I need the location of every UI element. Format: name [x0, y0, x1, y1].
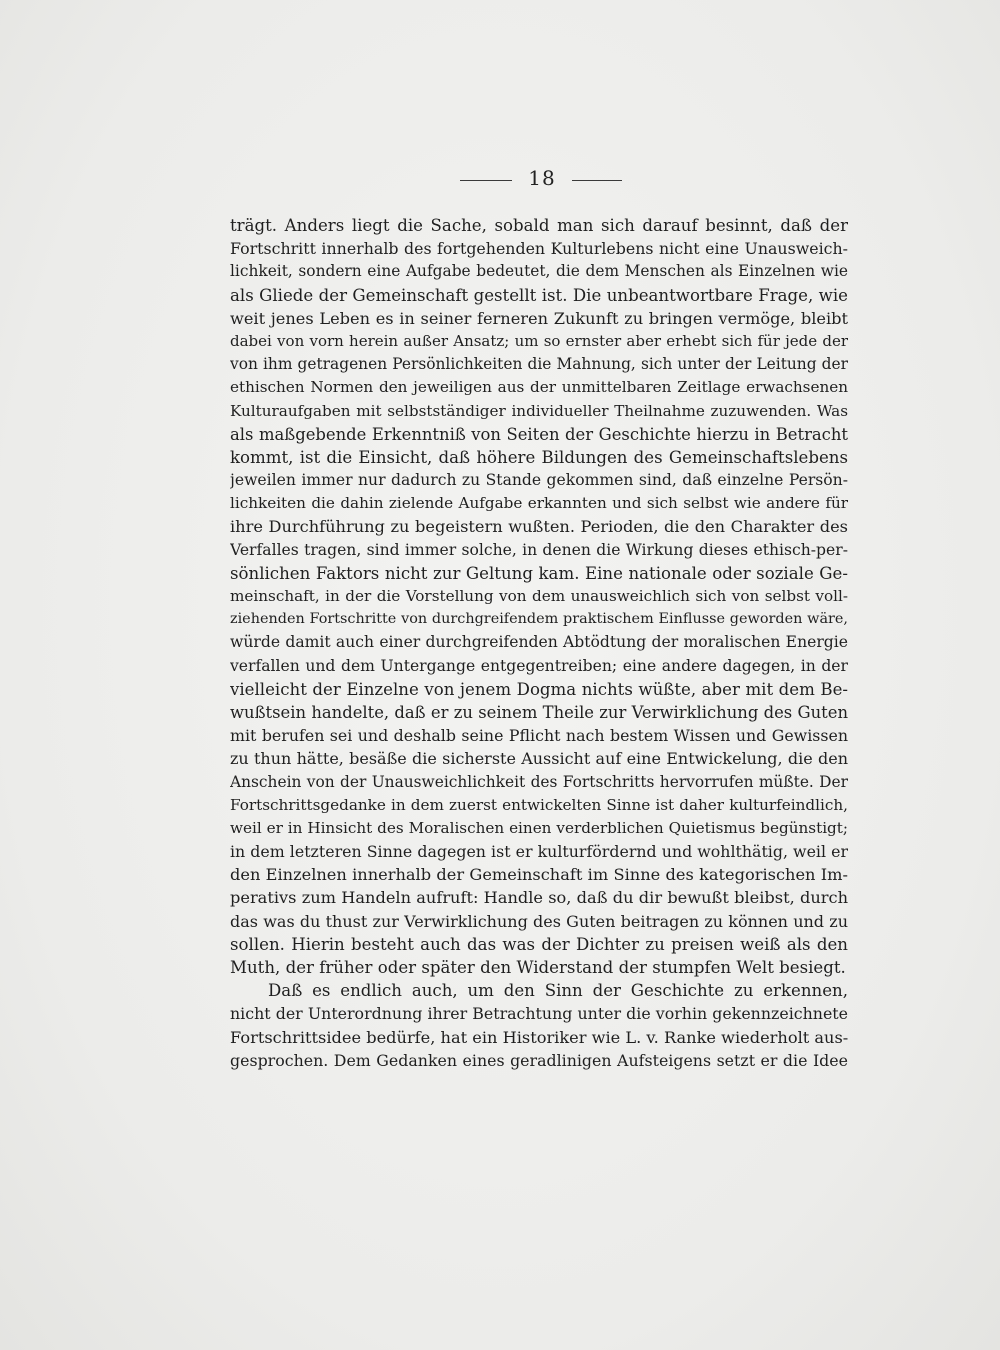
text-line: weit jenes Leben es in seiner ferneren Zukunft zu bringen vermöge, bleibt [230, 308, 848, 328]
text-line: ihre Durchführung zu begeistern wußten. Perioden, die den Charakter des [230, 517, 848, 537]
text-line: von ihm getragenen Persönlichkeiten die Mahnung, sich unter der Leitung der [230, 355, 848, 374]
text-line: verfallen und dem Untergange entgegentreiben; eine andere dagegen, in der [230, 656, 848, 675]
text-line: das was du thust zur Verwirklichung des Guten beitragen zu können und zu [230, 911, 848, 931]
text-line: lichkeit, sondern eine Aufgabe bedeutet, die dem Menschen als Einzelnen wie [230, 262, 848, 281]
text-line: zu thun hätte, besäße die sicherste Aussicht auf eine Entwickelung, die den [230, 749, 848, 769]
text-line: Muth, der früher oder später den Widerstand der stumpfen Welt besiegt. [230, 958, 846, 977]
text-line: als Gliede der Gemeinschaft gestellt ist. Die unbeantwortbare Frage, wie [230, 285, 848, 305]
text-line: in dem letzteren Sinne dagegen ist er kulturfördernd und wohlthätig, weil er [230, 842, 848, 862]
text-line: ziehenden Fortschritte von durchgreifendem praktischem Einflusse geworden wäre, [230, 611, 848, 628]
text-line: sönlichen Faktors nicht zur Geltung kam. Eine nationale oder soziale Ge- [230, 563, 848, 583]
page-number: 18 [528, 166, 556, 190]
text-line: Kulturaufgaben mit selbstständiger individueller Theilnahme zuzuwenden. Was [230, 401, 848, 420]
header-rule-right [572, 180, 622, 181]
text-line: als maßgebende Erkenntniß von Seiten der Geschichte hierzu in Betracht [230, 424, 848, 444]
text-line: würde damit auch einer durchgreifenden Abtödtung der moralischen Energie [230, 633, 848, 652]
text-line: dabei von vorn herein außer Ansatz; um so ernster aber erhebt sich für jede der [230, 331, 848, 350]
text-line: gesprochen. Dem Gedanken eines geradlinigen Aufsteigens setzt er die Idee [230, 1050, 848, 1070]
text-line: Fortschrittsgedanke in dem zuerst entwickelten Sinne ist daher kulturfeindlich, [230, 795, 848, 814]
text-line: sollen. Hierin besteht auch das was der Dichter zu preisen weiß als den [230, 934, 848, 954]
text-line: den Einzelnen innerhalb der Gemeinschaft im Sinne des kategorischen Im- [230, 865, 848, 885]
text-line: ethischen Normen den jeweiligen aus der unmittelbaren Zeitlage erwachsenen [230, 378, 848, 397]
page-header [0, 165, 1000, 195]
text-line: Anschein von der Unausweichlichkeit des Fortschritts hervorrufen müßte. Der [230, 772, 848, 791]
header-rule-left [460, 180, 512, 181]
text-line: Fortschrittsidee bedürfe, hat ein Historiker wie L. v. Ranke wiederholt aus- [230, 1027, 848, 1047]
text-line: lichkeiten die dahin zielende Aufgabe erkannten und sich selbst wie andere für [230, 494, 848, 513]
paragraph-1 [230, 214, 848, 979]
text-line: wußtsein handelte, daß er zu seinem Theile zur Verwirklichung des Guten [230, 702, 848, 722]
text-line: perativs zum Handeln aufruft: Handle so, daß du dir bewußt bleibst, durch [230, 888, 848, 908]
text-line: weil er in Hinsicht des Moralischen einen verderblichen Quietismus begünstigt; [230, 818, 848, 837]
text-line: mit berufen sei und deshalb seine Pflicht nach bestem Wissen und Gewissen [230, 726, 848, 746]
text-line: vielleicht der Einzelne von jenem Dogma nichts wüßte, aber mit dem Be- [230, 679, 848, 699]
text-line: jeweilen immer nur dadurch zu Stande gekommen sind, daß einzelne Persön- [230, 471, 848, 490]
text-line: meinschaft, in der die Vorstellung von dem unausweichlich sich von selbst voll- [230, 587, 848, 605]
body-text [230, 214, 848, 1072]
text-line: Daß es endlich auch, um den Sinn der Geschichte zu erkennen, [268, 981, 848, 1001]
text-line: Verfalles tragen, sind immer solche, in denen die Wirkung dieses ethisch-per- [230, 540, 848, 559]
paragraph-2 [230, 979, 848, 1072]
text-line: trägt. Anders liegt die Sache, sobald man sich darauf besinnt, daß der [230, 216, 848, 235]
text-line: kommt, ist die Einsicht, daß höhere Bildungen des Gemeinschaftslebens [230, 447, 848, 467]
text-line: Fortschritt innerhalb des fortgehenden Kulturlebens nicht eine Unausweich- [230, 239, 848, 259]
text-line: nicht der Unterordnung ihrer Betrachtung unter die vorhin gekennzeichnete [230, 1004, 848, 1024]
